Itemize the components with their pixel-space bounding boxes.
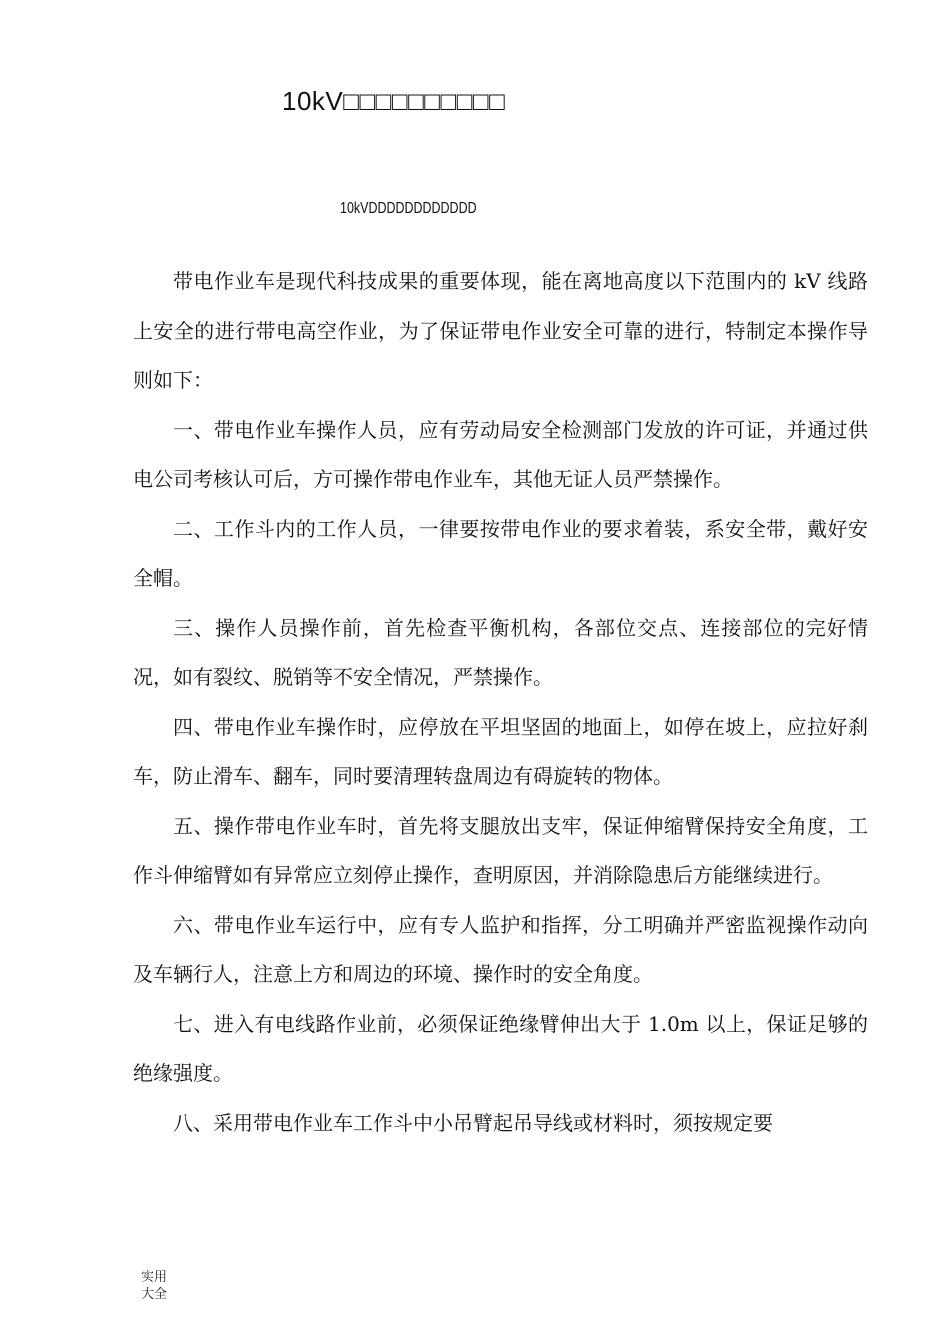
paragraph-item-6: 六、带电作业车运行中，应有专人监护和指挥，分工明确并严密监视操作动向及车辆行人，注意上方和周边的环境、操作时的安全角度。 bbox=[133, 912, 868, 986]
paragraph-item-1: 一、带电作业车操作人员，应有劳动局安全检测部门发放的许可证，并通过供电公司考核认可后，方可操作带电作业车，其他无证人员严禁操作。 bbox=[133, 417, 868, 491]
document-title: 10kV□□□□□□□□□□ bbox=[282, 86, 506, 116]
page-footer: 实用大全 bbox=[141, 1270, 168, 1302]
document-subtitle: 10kVDDDDDDDDDDDD bbox=[340, 200, 477, 217]
document-body bbox=[133, 257, 868, 1148]
paragraph-item-3: 三、操作人员操作前，首先检查平衡机构，各部位交点、连接部位的完好情况，如有裂纹、脱销等不安全情况，严禁操作。 bbox=[133, 615, 868, 689]
paragraph-item-4: 四、带电作业车操作时，应停放在平坦坚固的地面上，如停在坡上，应拉好刹车，防止滑车、翻车，同时要清理转盘周边有碍旋转的物体。 bbox=[133, 714, 868, 788]
paragraph-item-7: 七、进入有电线路作业前，必须保证绝缘臂伸出大于 1.0m 以上，保证足够的绝缘强度。 bbox=[133, 1011, 868, 1085]
paragraph-item-2: 二、工作斗内的工作人员，一律要按带电作业的要求着装，系安全带，戴好安全帽。 bbox=[133, 516, 868, 590]
paragraph-item-8: 八、采用带电作业车工作斗中小吊臂起吊导线或材料时，须按规定要 bbox=[173, 1110, 773, 1135]
paragraph-item-5: 五、操作带电作业车时，首先将支腿放出支牢，保证伸缩臂保持安全角度，工作斗伸缩臂如有异常应立刻停止操作，查明原因，并消除隐患后方能继续进行。 bbox=[133, 813, 868, 887]
paragraph-intro: 带电作业车是现代科技成果的重要体现，能在离地高度以下范围内的 kV 线路上安全的进行带电高空作业，为了保证带电作业安全可靠的进行，特制定本操作导则如下： bbox=[133, 269, 868, 392]
